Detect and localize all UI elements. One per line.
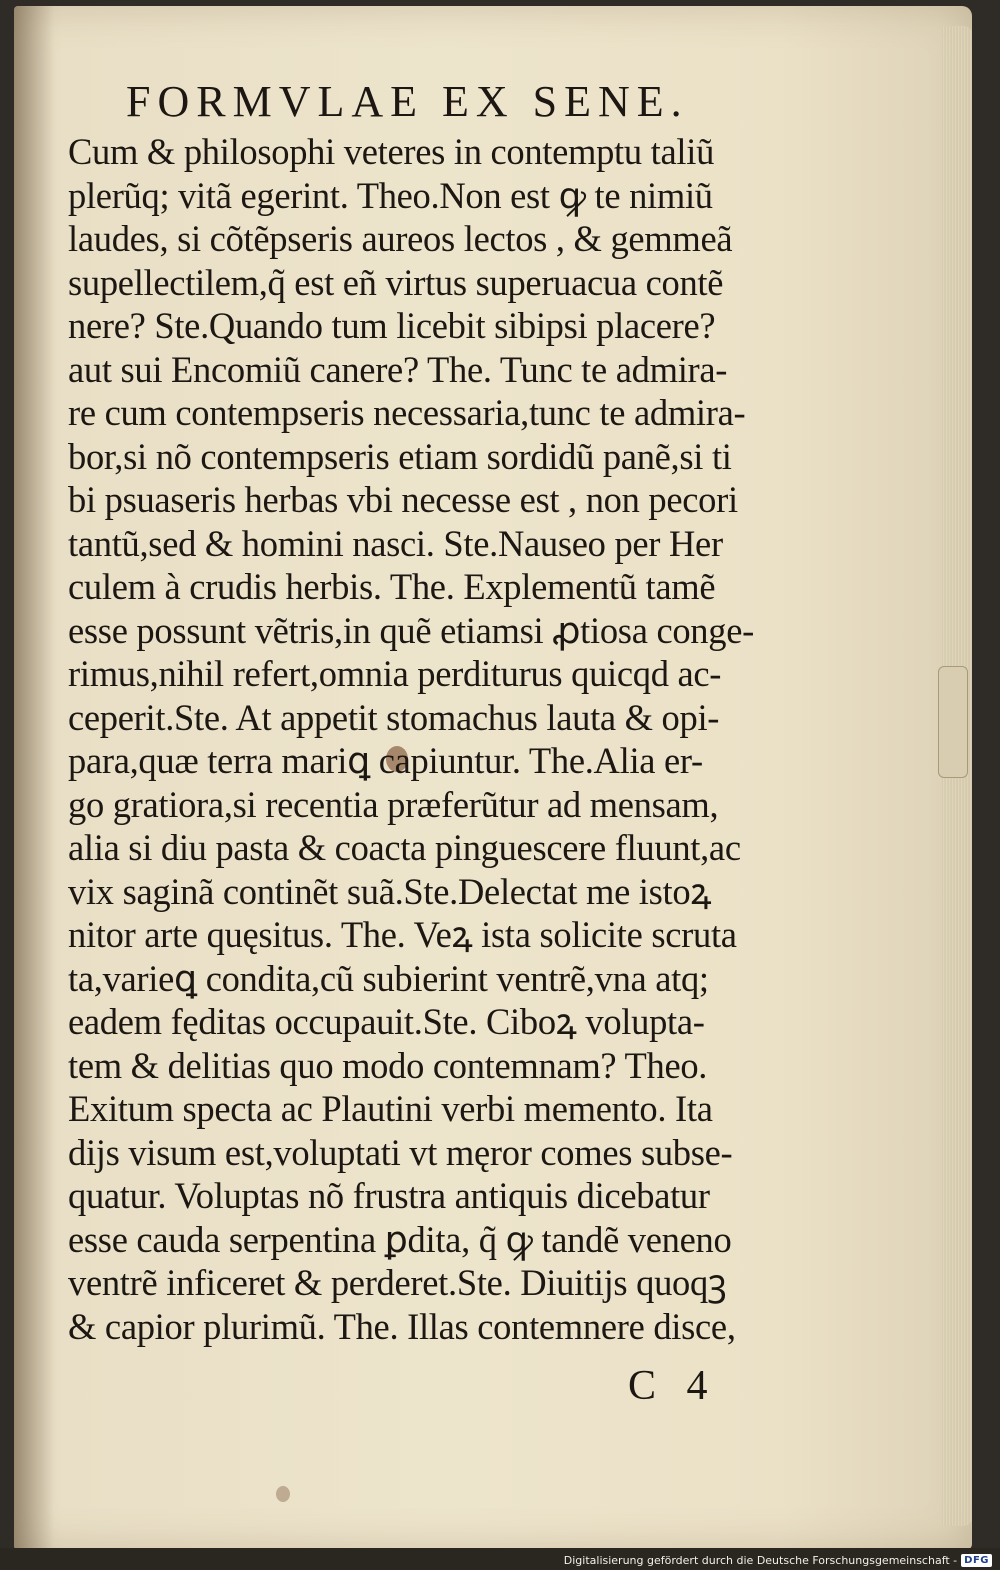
running-head: FORMVLAE EX SENE. xyxy=(126,77,689,126)
text-line: ta,varieꝗ condita,cũ subierint ventrẽ,vna atq; xyxy=(68,957,709,999)
text-line: culem à crudis herbis. The. Explementũ tamẽ xyxy=(68,566,716,607)
text-line: aut sui Encomiũ canere? The. Tunc te admira- xyxy=(68,348,728,390)
text-line: & capior plurimũ. The. Illas contemnere disce, xyxy=(68,1305,736,1347)
credit-text: Digitalisierung gefördert durch die Deutsche Forschungsgemeinschaft - xyxy=(563,1554,958,1567)
text-line: eadem fęditas occupauit.Ste. Ciboꝝ volupta- xyxy=(68,1001,705,1042)
text-line: rimus,nihil refert,omnia perditurus quicqd ac- xyxy=(68,653,722,694)
text-line: supellectilem,q̃ est eñ virtus superuacua contẽ xyxy=(68,261,724,303)
text-line: tem & delitias quo modo contemnam? Theo. xyxy=(68,1044,708,1086)
text-line: nitor arte quęsitus. The. Veꝝ ista solicite scruta xyxy=(68,914,737,955)
page-text-block xyxy=(68,77,878,1348)
text-line: para,quæ terra mariꝗ capiuntur. The.Alia er- xyxy=(68,740,703,781)
text-line: esse possunt vẽtris,in quẽ etiamsi ꝓtiosa conge- xyxy=(68,609,754,651)
text-line: plerũq; vitã egerint. Theo.Non est ꝙ te nimiũ xyxy=(68,174,713,216)
text-lines xyxy=(68,130,878,1348)
text-line: go gratiora,si recentia præferũtur ad mensam, xyxy=(68,783,719,825)
text-line: nere? Ste.Quando tum licebit sibipsi placere? xyxy=(68,305,716,346)
text-line: ceperit.Ste. At appetit stomachus lauta & opi- xyxy=(68,696,720,738)
footer-bar xyxy=(0,1548,1000,1570)
text-line: vix saginã continẽt suã.Ste.Delectat me istoꝝ xyxy=(68,870,712,912)
text-line: Cum & philosophi veteres in contemptu taliũ xyxy=(68,131,715,172)
text-line: tantũ,sed & homini nasci. Ste.Nauseo per Her xyxy=(68,522,723,564)
paper-spot xyxy=(276,1486,290,1502)
page-tab-marker xyxy=(938,666,968,778)
funding-credit xyxy=(564,1554,992,1567)
text-line: ventrẽ inficeret & perderet.Ste. Diuitijs quoqꝫ xyxy=(68,1262,727,1303)
text-line: laudes, si cõtẽpseris aureos lectos , & gemmeã xyxy=(68,218,733,259)
gutter-shadow xyxy=(14,6,54,1550)
text-line: bor,si nõ contempseris etiam sordidũ panẽ,si ti xyxy=(68,435,732,477)
text-line: alia si diu pasta & coacta pinguescere fluunt,ac xyxy=(68,827,741,868)
text-line: Exitum specta ac Plautini verbi memento. Ita xyxy=(68,1088,713,1129)
dfg-logo: DFG xyxy=(961,1554,992,1567)
text-line: esse cauda serpentina ꝑdita, q̃ ꝙ tandẽ veneno xyxy=(68,1218,732,1260)
signature-mark: C 4 xyxy=(628,1363,718,1409)
text-line: bi psuaseris herbas vbi necesse est , non pecori xyxy=(68,479,738,520)
text-line: quatur. Voluptas nõ frustra antiquis dicebatur xyxy=(68,1175,710,1216)
text-line: re cum contempseris necessaria,tunc te admira- xyxy=(68,392,746,433)
text-line: dijs visum est,voluptati vt męror comes subse- xyxy=(68,1131,733,1173)
